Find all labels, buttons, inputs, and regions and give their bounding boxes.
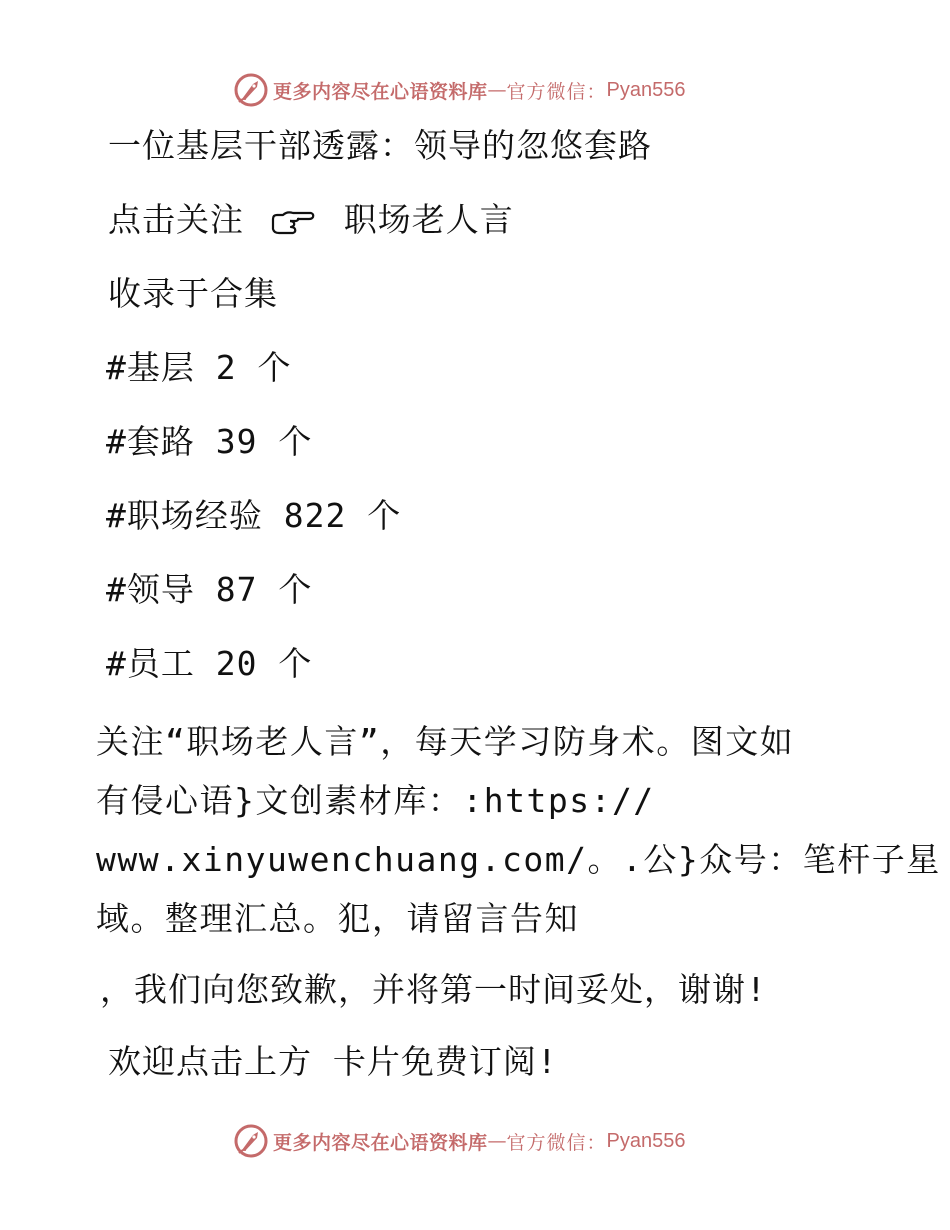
watermark-brand: 更多内容尽在心语资料库 <box>273 80 488 103</box>
paragraph-line: www.xinyuwenchuang.com/。.公}众号：笔杆子星 <box>96 840 941 879</box>
pointing-hand-icon <box>269 207 315 237</box>
tag-item[interactable]: #职场经验 822 个 <box>106 496 402 535</box>
subscribe-text: 欢迎点击上方 卡片免费订阅! <box>108 1042 558 1081</box>
watermark-official-label: 官方微信： <box>506 1131 607 1154</box>
tag-item[interactable]: #员工 20 个 <box>106 644 313 683</box>
watermark-separator: — <box>487 79 507 101</box>
watermark-separator: — <box>487 1130 507 1152</box>
tag-item[interactable]: #套路 39 个 <box>106 422 313 461</box>
watermark-wechat-id: Pyan556 <box>606 78 686 101</box>
apology-text: ，我们向您致歉，并将第一时间妥处，谢谢! <box>100 970 767 1009</box>
footer-watermark <box>233 1122 686 1160</box>
tag-item[interactable]: #基层 2 个 <box>106 348 292 387</box>
header-watermark <box>233 71 686 109</box>
follow-line <box>108 200 514 240</box>
pen-nib-logo-icon <box>233 72 269 108</box>
notice-paragraph <box>96 712 941 948</box>
follow-prefix: 点击关注 <box>108 200 244 239</box>
follow-account-link[interactable]: 职场老人言 <box>343 200 514 239</box>
paragraph-line: 有侵心语}文创素材库：:https:// <box>96 781 655 820</box>
watermark-official-label: 官方微信： <box>506 80 607 103</box>
pen-nib-logo-icon <box>233 1123 269 1159</box>
tag-item[interactable]: #领导 87 个 <box>106 570 313 609</box>
watermark-brand: 更多内容尽在心语资料库 <box>273 1131 488 1154</box>
paragraph-line: 关注“职场老人言”，每天学习防身术。图文如 <box>96 722 795 761</box>
page-title: 一位基层干部透露：领导的忽悠套路 <box>108 126 652 165</box>
collection-label: 收录于合集 <box>108 274 278 313</box>
paragraph-line: 域。整理汇总。犯，请留言告知 <box>96 899 579 938</box>
watermark-wechat-id: Pyan556 <box>606 1129 686 1152</box>
